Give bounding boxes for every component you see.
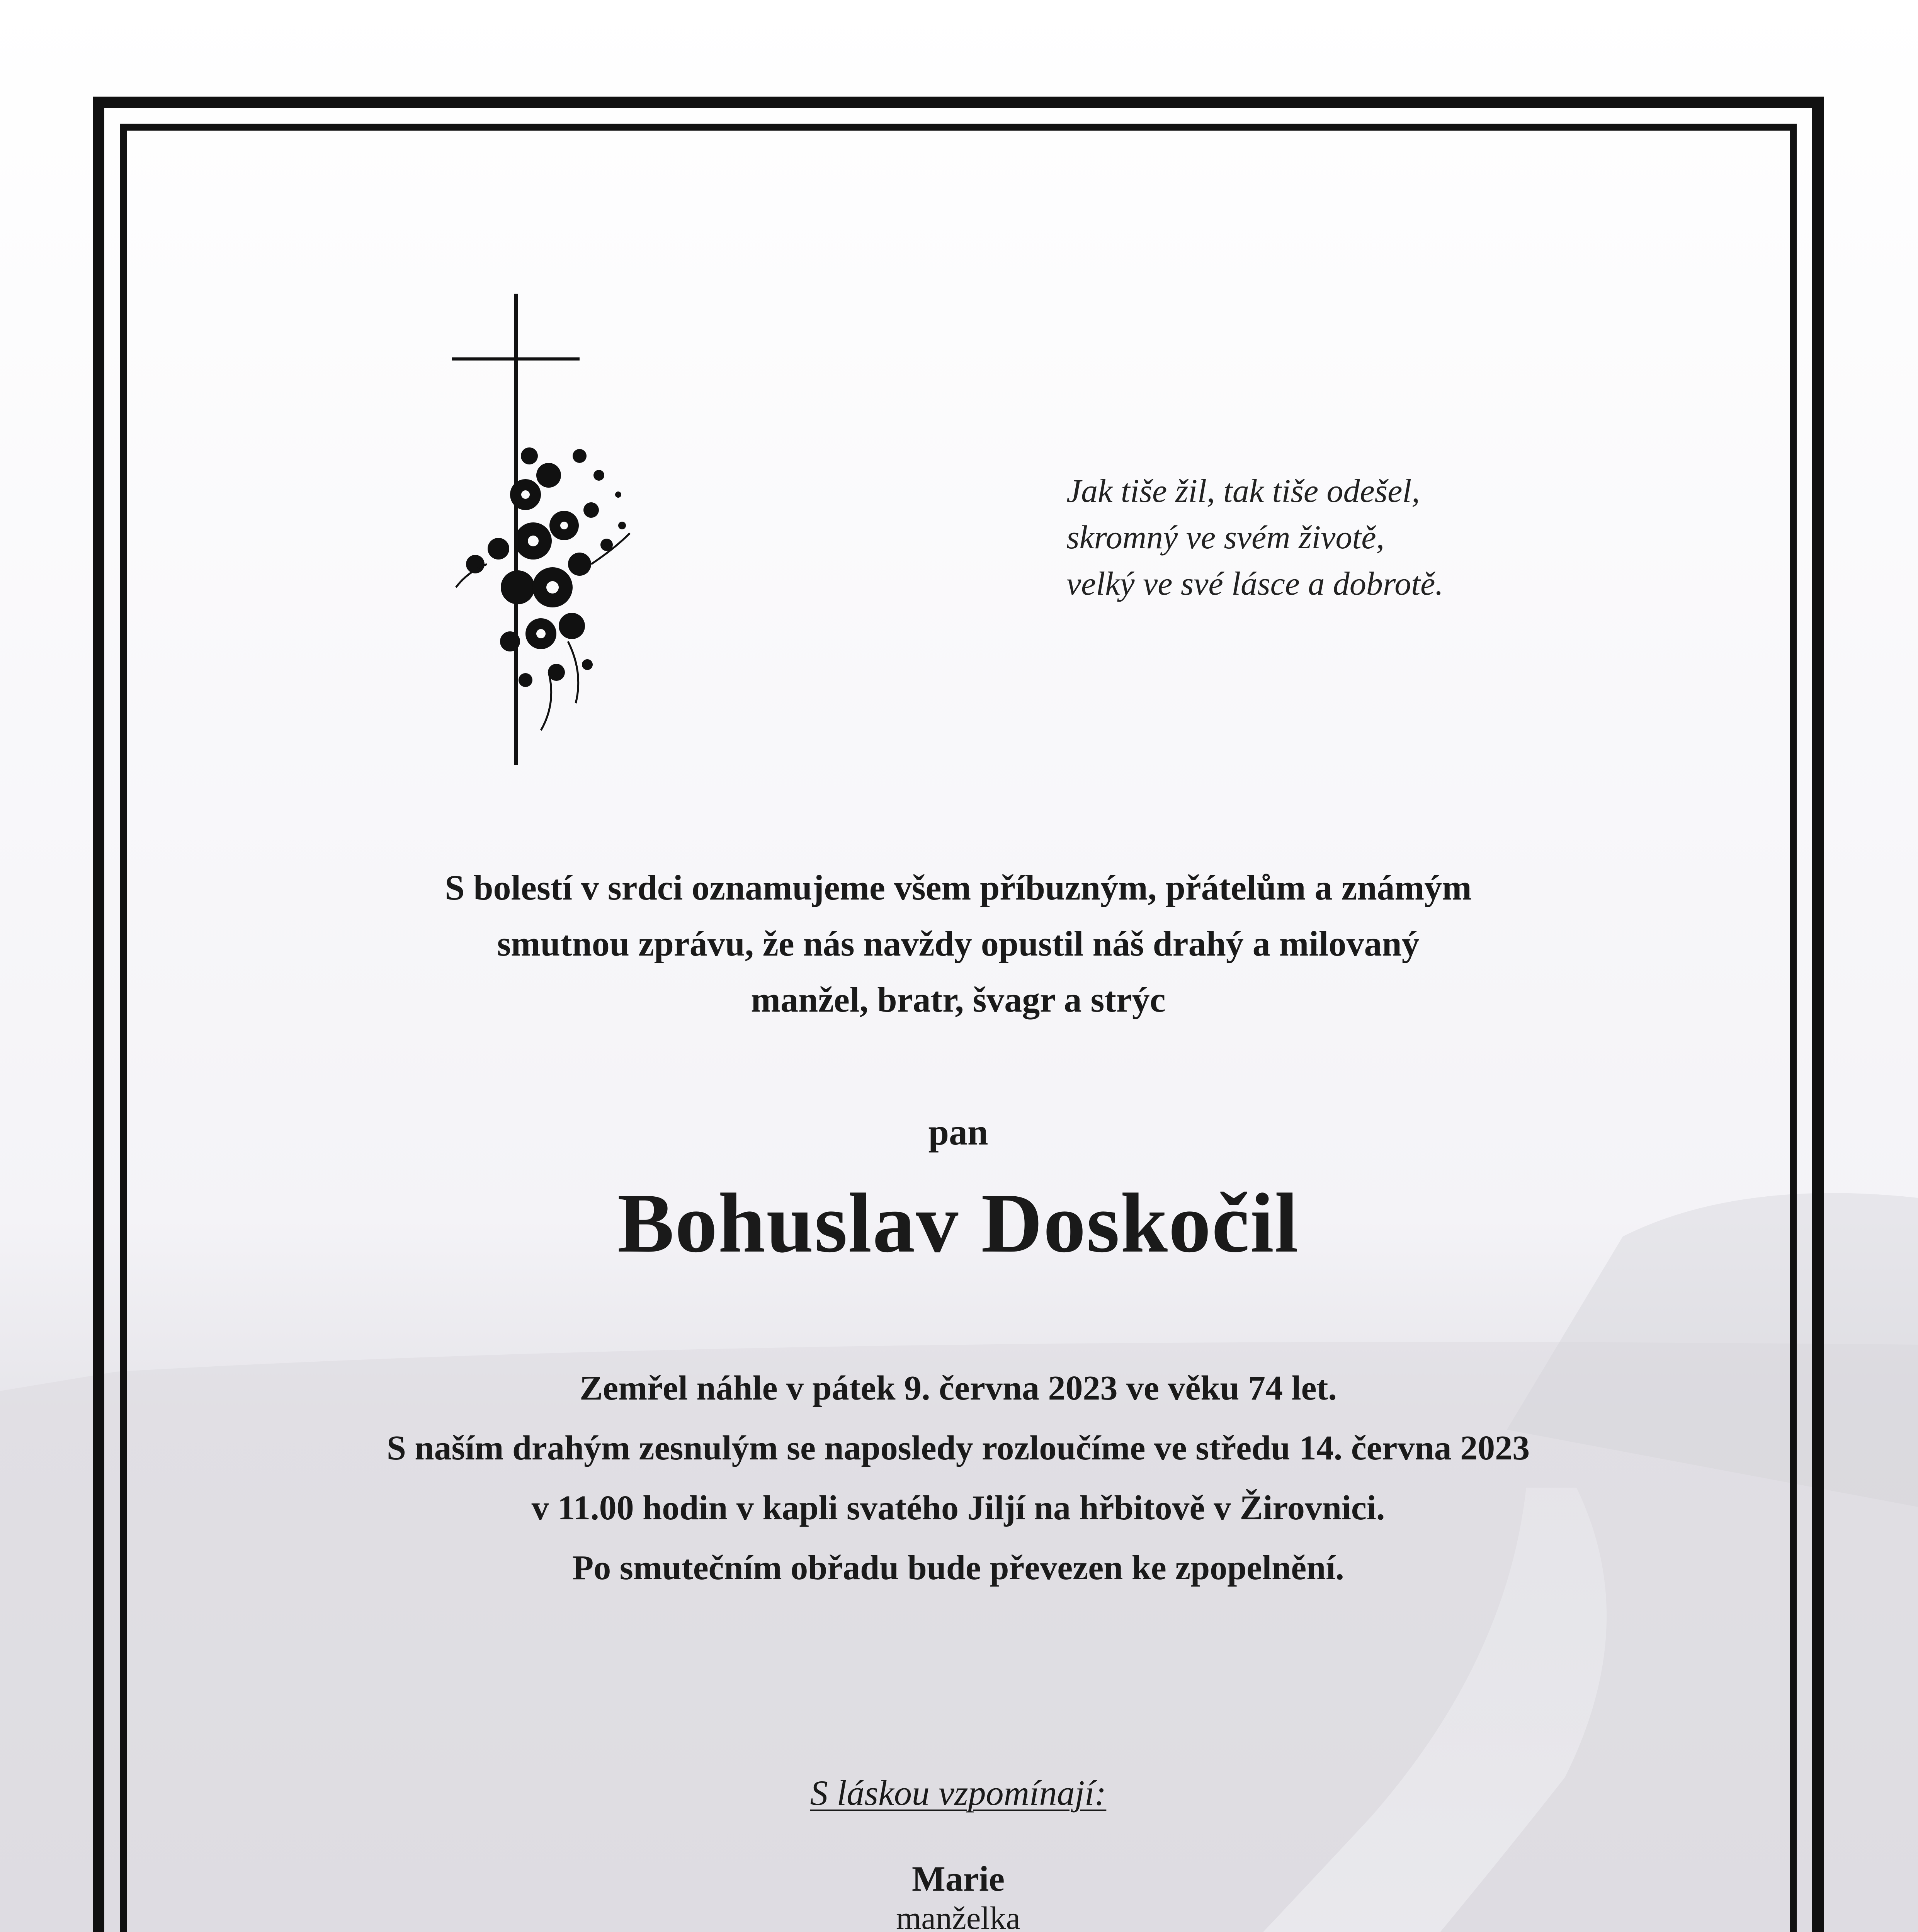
details-line: Zemřel náhle v pátek 9. června 2023 ve věku 74 let.	[580, 1369, 1337, 1407]
deceased-name: Bohuslav Doskočil	[617, 1176, 1299, 1270]
mourner-entry	[124, 1859, 1793, 1932]
deceased-title: pan	[928, 1111, 988, 1153]
cross-with-flowers-icon	[452, 294, 645, 765]
motto-line: Jak tiše žil, tak tiše odešel,	[1066, 472, 1420, 509]
inner-black-border	[120, 124, 1797, 1932]
details-line: v 11.00 hodin v kapli svatého Jiljí na hřbitově v Žirovnici.	[531, 1489, 1385, 1527]
mourner-name: Marie	[911, 1859, 1005, 1898]
announcement-text	[124, 860, 1793, 1028]
details-line: S naším drahým zesnulým se naposledy rozloučíme ve středu 14. června 2023	[386, 1429, 1530, 1467]
remembrance-heading	[124, 1770, 1793, 1816]
announcement-line: manžel, bratr, švagr a strýc	[751, 980, 1166, 1019]
details-line: Po smutečním obřadu bude převezen ke zpopelnění.	[572, 1549, 1344, 1587]
announcement-line: S bolestí v srdci oznamujeme všem příbuzným, přátelům a známým	[445, 868, 1472, 907]
motto-line: skromný ve svém životě,	[1066, 519, 1385, 556]
funeral-details	[124, 1358, 1793, 1598]
mourner-relation: manželka	[896, 1900, 1020, 1932]
motto-verse	[1066, 468, 1646, 607]
announcement-line: smutnou zprávu, že nás navždy opustil náš drahý a milovaný	[497, 924, 1420, 963]
remembrance-heading-text: S láskou vzpomínají:	[810, 1773, 1107, 1813]
motto-line: velký ve své lásce a dobrotě.	[1066, 565, 1444, 602]
